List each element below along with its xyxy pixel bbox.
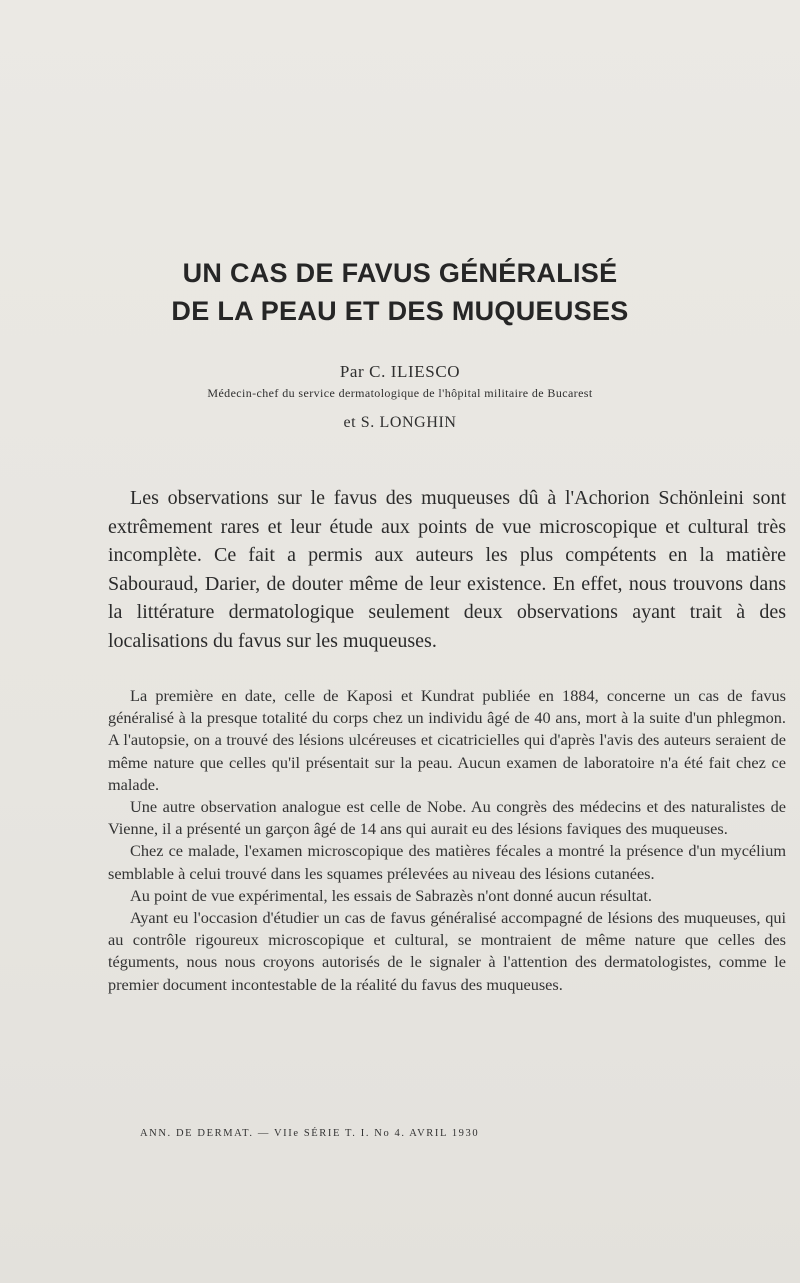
article-title [0, 254, 800, 330]
title-line-2: DE LA PEAU ET DES MUQUEUSES [171, 296, 629, 326]
body-paragraph: Au point de vue expérimental, les essais de Sabrazès n'ont donné aucun résultat. [130, 885, 652, 905]
abstract-paragraph: Les observations sur le favus des muqueuses dû à l'Achorion Schönleini sont extrêmement rares et leur étude aux points de vue microscopique et cultural très incomplète. Ce fait a permis aux auteurs les plus compétents en la matière Sabouraud, Darier, de douter même de leur existence. En effet, nous trouvons dans la littérature dermatologique seulement deux observations ayant trait à des localisations du favus sur les muqueuses. [108, 487, 786, 652]
author-affiliation: Médecin-chef du service dermatologique de l'hôpital militaire de Bucarest [207, 386, 593, 400]
article-body [108, 685, 786, 996]
title-line-1: UN CAS DE FAVUS GÉNÉRALISÉ [182, 258, 618, 288]
body-paragraph: Ayant eu l'occasion d'étudier un cas de favus généralisé accompagné de lésions des muqueuses, qui au contrôle rigoureux microscopique et cultural, se montraient de même nature que celles des téguments, nous nous croyons autorisés de le signaler à l'attention des dermatologistes, comme le premier document incontestable de la réalité du favus des muqueuses. [108, 908, 786, 994]
body-paragraph: La première en date, celle de Kaposi et Kundrat publiée en 1884, concerne un cas de favus généralisé à la presque totalité du corps chez un individu âgé de 40 ans, mort à la suite d'un phlegmon. A l'autopsie, on a trouvé des lésions ulcéreuses et cicatricielles qui d'après l'avis des auteurs seraient de même nature que celles qu'il présentait sur la peau. Aucun examen de laboratoire n'a été fait chez ce malade. [108, 686, 786, 794]
author-secondary: et S. LONGHIN [343, 414, 457, 431]
author-primary: Par C. ILIESCO [339, 362, 461, 381]
body-paragraph: Chez ce malade, l'examen microscopique des matières fécales a montré la présence d'un mycélium semblable à celui trouvé dans les squames prélevées au niveau des lésions cutanées. [108, 841, 786, 883]
body-paragraph: Une autre observation analogue est celle de Nobe. Au congrès des médecins et des naturalistes de Vienne, il a présenté un garçon âgé de 14 ans qui aurait eu des lésions faviques des muqueuses. [108, 797, 786, 839]
journal-citation-footer: ANN. DE DERMAT. — VIIe SÉRIE T. I. No 4. AVRIL 1930 [140, 1128, 480, 1139]
